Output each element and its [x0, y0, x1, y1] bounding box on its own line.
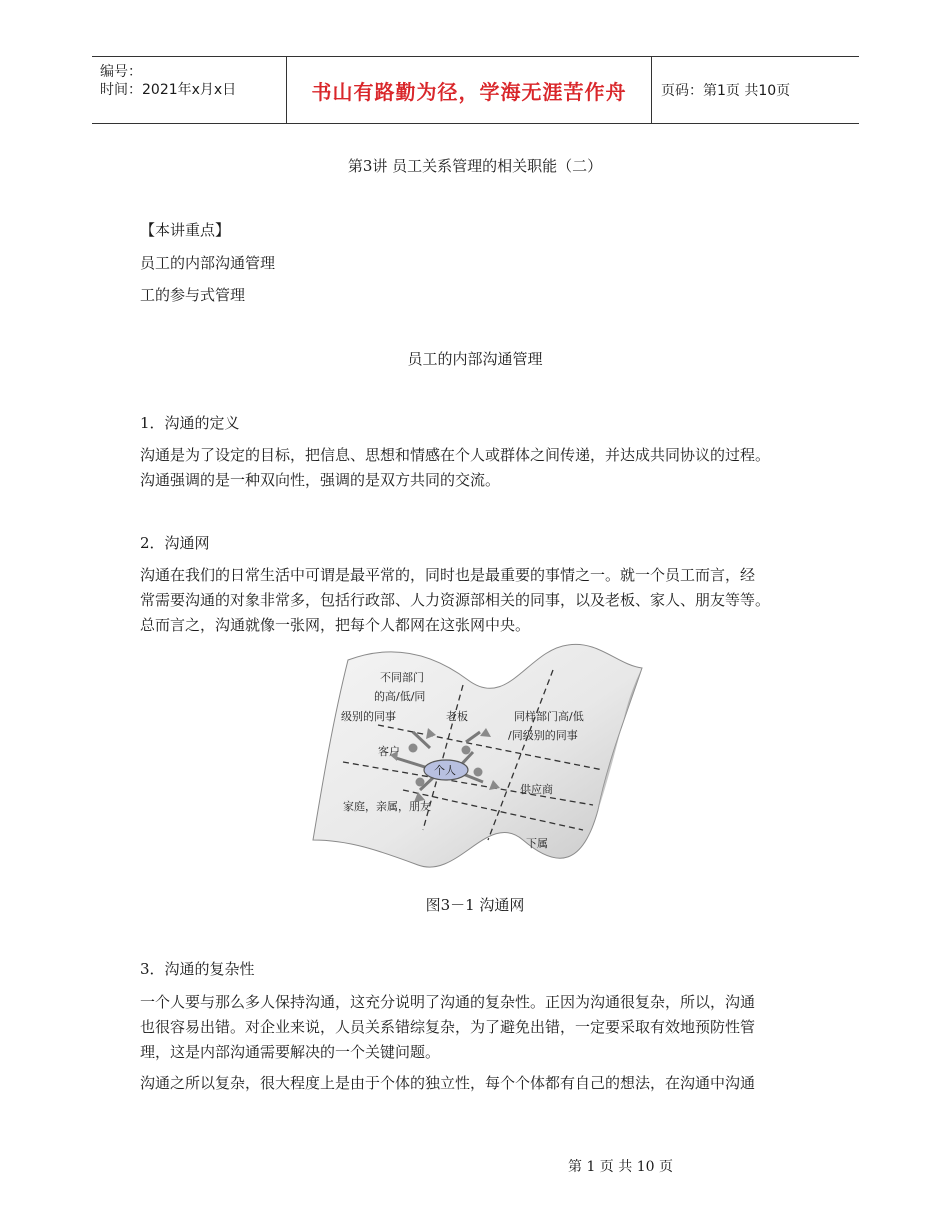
definition-paragraph [140, 443, 820, 493]
paragraph-line: 沟通是为了设定的目标，把信息、思想和情感在个人或群体之间传递，并达成共同协议的过程。 [140, 446, 771, 464]
section-heading: 1．沟通的定义 [140, 414, 240, 432]
focus-heading: 【本讲重点】 [140, 221, 231, 239]
label-other-departments: 级别的同事 [341, 710, 396, 723]
label-boss: 老板 [446, 710, 468, 723]
complexity-paragraph [140, 1071, 820, 1096]
label-same-department: 同样部门高/低 [514, 710, 584, 723]
focus-item: 工的参与式管理 [140, 286, 246, 304]
label-other-departments: 不同部门 [380, 671, 424, 684]
paragraph-line: 沟通在我们的日常生活中可谓是最平常的，同时也是最重要的事情之一。就一个员工而言，经 [140, 566, 756, 584]
page-footer: 第 1 页 共 10 页 [568, 1159, 673, 1175]
lecture-title: 第3讲 员工关系管理的相关职能（二） [347, 157, 603, 175]
document-time-label: 时间：2021年x月x日 [100, 82, 237, 98]
paragraph-line: 沟通强调的是一种双向性，强调的是双方共同的交流。 [140, 471, 501, 489]
label-self: 个人 [434, 764, 456, 777]
header-motto-cell [286, 57, 652, 123]
page-header [92, 56, 859, 124]
header-page-cell [651, 57, 859, 123]
figure-caption: 图3－1 沟通网 [425, 896, 525, 914]
label-family: 家庭，亲属，朋友 [343, 800, 431, 813]
network-sheet [313, 644, 642, 867]
section-heading: 3．沟通的复杂性 [140, 960, 255, 978]
paragraph-line: 沟通之所以复杂，很大程度上是由于个体的独立性，每个个体都有自己的想法，在沟通中沟通 [140, 1074, 756, 1092]
section-title: 员工的内部沟通管理 [407, 350, 543, 368]
label-same-department: /同级别的同事 [508, 729, 578, 742]
communication-network-figure [308, 640, 644, 875]
focus-item: 员工的内部沟通管理 [140, 254, 276, 272]
label-other-departments: 的高/低/同 [374, 690, 426, 703]
label-supplier: 供应商 [520, 783, 553, 796]
paragraph-line: 一个人要与那么多人保持沟通，这充分说明了沟通的复杂性。正因为沟通很复杂，所以，沟通 [140, 993, 756, 1011]
paragraph-line: 常需要沟通的对象非常多，包括行政部、人力资源部相关的同事，以及老板、家人、朋友等等。 [140, 591, 771, 609]
label-customer: 客户 [378, 745, 400, 758]
header-page-info: 页码：第1页 共10页 [661, 83, 791, 99]
header-motto: 书山有路勤为径，学海无涯苦作舟 [311, 79, 627, 104]
network-paragraph [140, 563, 820, 638]
header-left-cell [92, 57, 286, 123]
label-subordinate: 下属 [526, 837, 548, 850]
paragraph-line: 也很容易出错。对企业来说，人员关系错综复杂，为了避免出错，一定要采取有效地预防性管 [140, 1018, 756, 1036]
complexity-paragraph [140, 990, 820, 1065]
paragraph-line: 总而言之，沟通就像一张网，把每个人都网在这张网中央。 [140, 616, 531, 634]
section-heading: 2．沟通网 [140, 534, 210, 552]
paragraph-line: 理，这是内部沟通需要解决的一个关键问题。 [140, 1043, 441, 1061]
document-number-label: 编号： [100, 64, 142, 80]
